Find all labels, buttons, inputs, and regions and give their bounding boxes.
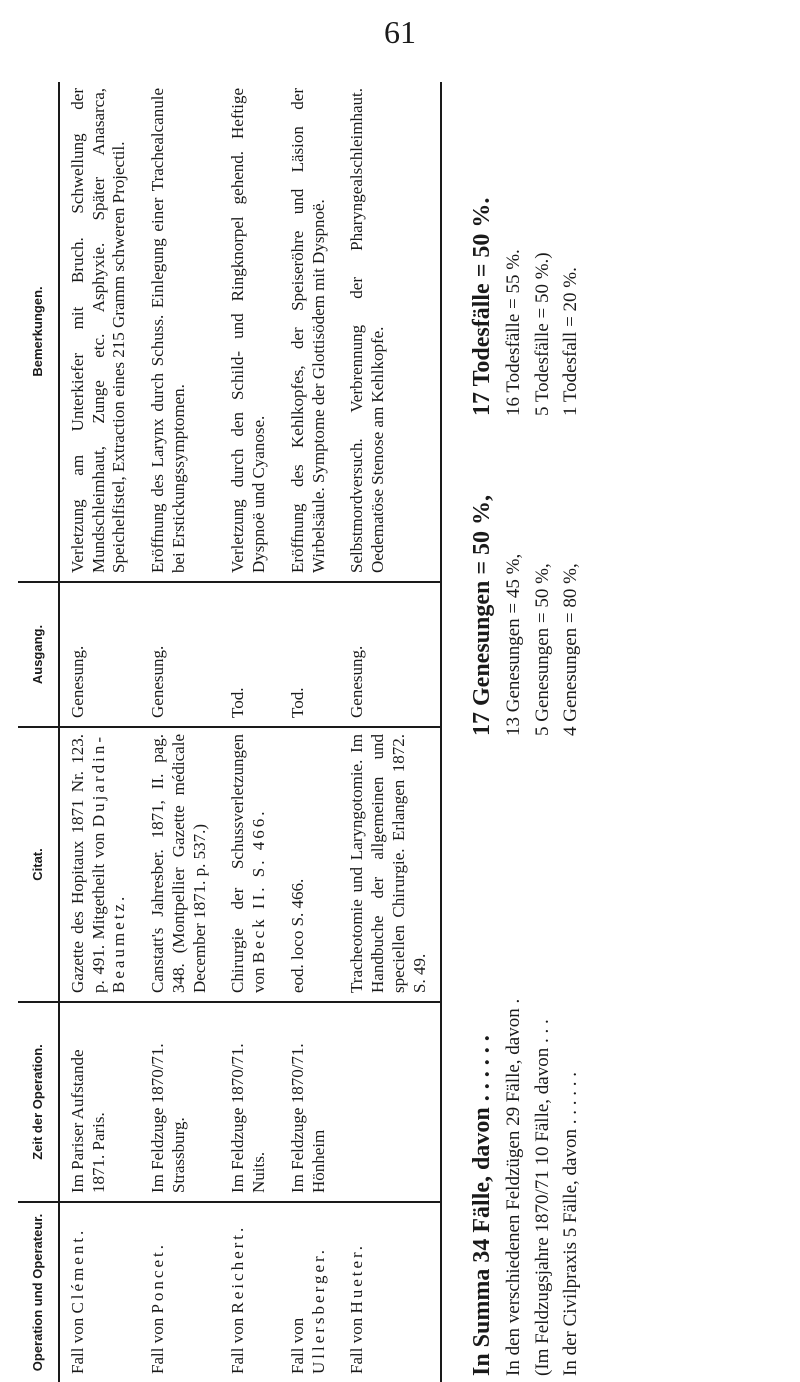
- cell-bemerkungen: Selbstmordversuch. Verbrennung der Pharyngealschleimhaut. Oedematöse Stenose am Kehlkopfe.: [339, 82, 441, 582]
- operateur-name: Ullersberger.: [308, 1247, 328, 1374]
- summary-block: [464, 82, 586, 1382]
- table-row: [140, 82, 220, 1382]
- summary-todesfaelle: 17 Todesfälle = 50 %.: [469, 197, 496, 416]
- cell-zeit: Im Feldzuge 1870/71. Strassburg.: [140, 1002, 220, 1202]
- citat-text: Tracheotomie und Laryngotomie. Im Handbuche der allgemeinen und speciellen Chirurgie. Erlangen 1872. S. 49.: [347, 734, 429, 993]
- cell-operation: [220, 1202, 279, 1382]
- table-row: [59, 82, 140, 1382]
- cell-zeit: Im Feldzuge 1870/71. Nuits.: [220, 1002, 279, 1202]
- cell-bemerkungen: Verletzung am Unterkiefer mit Bruch. Schwellung der Mundschleimhaut, Zunge etc. Asphyxie. Später Anasarca, Speichelfistel, Extraction eines 215 Gramm schweren Projectil.: [59, 82, 140, 582]
- cell-operation: [280, 1202, 339, 1382]
- cases-table: [18, 82, 442, 1382]
- summary-label: (Im Feldzugsjahre 1870/71 10 Fälle, davon . . .: [531, 1019, 553, 1376]
- cell-bemerkungen: Verletzung durch den Schild- und Ringknorpel gehend. Heftige Dyspnoë und Cyanose.: [220, 82, 279, 582]
- cell-citat: [280, 727, 339, 1002]
- citat-text: Gazette des Hopitaux 1871 Nr. 123. p. 491. Mitgetheilt von: [68, 734, 108, 993]
- summary-genesungen: 4 Genesungen = 80 %,: [560, 563, 582, 736]
- cell-operation: [339, 1202, 441, 1382]
- summary-label: In Summa 34 Fälle, davon . . . . . .: [469, 1035, 496, 1376]
- summary-todesfaelle: 1 Todesfall = 20 %.: [560, 267, 582, 416]
- table-row: [280, 82, 339, 1382]
- cell-bemerkungen: Eröffnung des Kehlkopfes, der Speiseröhre und Läsion der Wirbelsäule. Symptome der Glottisödem mit Dyspnoë.: [280, 82, 339, 582]
- operateur-name: Reichert.: [228, 1224, 248, 1314]
- cell-bemerkungen: Eröffnung des Larynx durch Schuss. Einlegung einer Trachealcanule bei Erstickungssymptomen.: [140, 82, 220, 582]
- rotated-page-content: [18, 82, 718, 1382]
- cell-citat: [140, 727, 220, 1002]
- summary-line: [529, 82, 558, 1376]
- summary-line: [557, 82, 586, 1376]
- summary-todesfaelle: 5 Todesfälle = 50 %.): [531, 252, 553, 416]
- operation-prefix: Fall von: [148, 1313, 168, 1374]
- cell-ausgang: Genesung.: [339, 582, 441, 727]
- summary-label: In den verschiedenen Feldzügen 29 Fälle, davon .: [503, 998, 525, 1376]
- header-citat: Citat.: [18, 727, 59, 1002]
- operation-prefix: Fall von: [347, 1313, 367, 1374]
- cell-citat: [339, 727, 441, 1002]
- cell-operation: [59, 1202, 140, 1382]
- summary-line: [464, 82, 500, 1376]
- operation-prefix: Fall von: [68, 1313, 87, 1374]
- operation-prefix: Fall von: [287, 1317, 307, 1374]
- table-row: [220, 82, 279, 1382]
- table-header-row: [18, 82, 59, 1382]
- cell-ausgang: Tod.: [220, 582, 279, 727]
- operation-prefix: Fall von: [228, 1313, 248, 1374]
- summary-line: [500, 82, 529, 1376]
- header-zeit: Zeit der Operation.: [18, 1002, 59, 1202]
- citat-text: Canstatt's Jahresber. 1871, II. pag. 348. (Montpellier Gazette médicale December 1871. p. 537.): [148, 734, 209, 993]
- citat-author: Beck II. S. 466.: [249, 808, 269, 964]
- cell-zeit: Im Feldzuge 1870/71. Hönheim: [280, 1002, 339, 1202]
- summary-label: In der Civilpraxis 5 Fälle, davon . . . . . .: [560, 1072, 582, 1376]
- cell-zeit: Im Pariser Aufstande 1871. Paris.: [59, 1002, 140, 1202]
- citat-text: eod. loco S. 466.: [287, 878, 307, 993]
- operateur-name: Clément.: [68, 1227, 87, 1314]
- citat-author: Dujardin-Beaumetz.: [88, 734, 129, 993]
- cell-citat: [59, 727, 140, 1002]
- citat-text: Chirurgie der Schussverletzungen von: [228, 734, 269, 993]
- summary-genesungen: 5 Genesungen = 50 %,: [531, 563, 553, 736]
- cell-ausgang: Tod.: [280, 582, 339, 727]
- cell-ausgang: Genesung.: [59, 582, 140, 727]
- operateur-name: Hueter.: [347, 1242, 367, 1314]
- summary-genesungen: 13 Genesungen = 45 %,: [503, 553, 525, 736]
- cell-zeit: [339, 1002, 441, 1202]
- header-bemerkungen: Bemerkungen.: [18, 82, 59, 582]
- cell-operation: [140, 1202, 220, 1382]
- summary-todesfaelle: 16 Todesfälle = 55 %.: [503, 249, 525, 416]
- operateur-name: Poncet.: [148, 1242, 168, 1314]
- header-ausgang: Ausgang.: [18, 582, 59, 727]
- header-operation: Operation und Operateur.: [18, 1202, 59, 1382]
- cell-citat: [220, 727, 279, 1002]
- table-row: [339, 82, 441, 1382]
- summary-genesungen: 17 Genesungen = 50 %,: [469, 494, 496, 736]
- page-number: 61: [384, 14, 416, 50]
- cell-ausgang: Genesung.: [140, 582, 220, 727]
